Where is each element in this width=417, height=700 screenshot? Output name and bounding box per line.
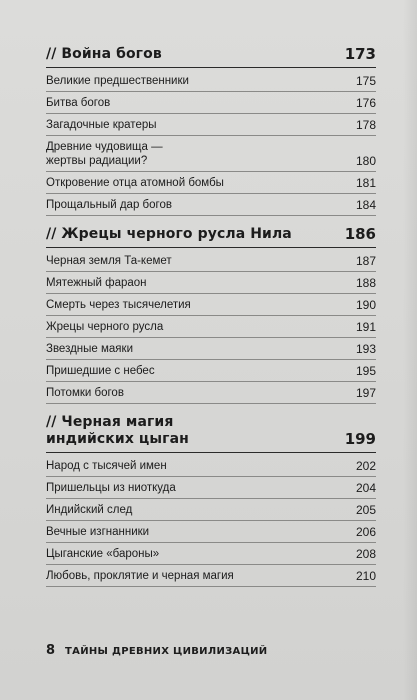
toc-entry: [46, 172, 376, 194]
toc-entry: [46, 543, 376, 565]
section-heading: [46, 414, 376, 453]
entry-page-number: 178: [355, 118, 376, 132]
toc-section: [46, 46, 376, 216]
running-head: ТАЙНЫ ДРЕВНИХ ЦИВИЛИЗАЦИЙ: [65, 646, 268, 657]
entry-title: Цыганские «бароны»: [46, 548, 160, 560]
section-page-number: 186: [344, 225, 376, 243]
toc-entry: [46, 477, 376, 499]
toc-entry: [46, 360, 376, 382]
section-title: // Война богов: [46, 46, 162, 62]
entry-title: Загадочные кратеры: [46, 119, 157, 131]
toc-section: [46, 414, 376, 587]
entry-page-number: 208: [355, 547, 376, 561]
entry-title: Мятежный фараон: [46, 277, 147, 289]
toc-entry: [46, 565, 376, 587]
page-footer: [46, 643, 267, 658]
entry-page-number: 175: [355, 74, 376, 88]
section-title: // Черная магия индийских цыган: [46, 414, 189, 447]
entry-title: Древние чудовища — жертвы радиации?: [46, 141, 163, 167]
entry-page-number: 210: [355, 569, 376, 583]
entry-page-number: 197: [355, 386, 376, 400]
entry-page-number: 193: [355, 342, 376, 356]
toc-entry: [46, 136, 376, 172]
entry-title: Вечные изгнанники: [46, 526, 150, 538]
section-page-number: 199: [344, 430, 376, 448]
toc-entry: [46, 70, 376, 92]
entry-page-number: 190: [355, 298, 376, 312]
entry-page-number: 181: [355, 176, 376, 190]
entry-title: Индийский след: [46, 504, 133, 516]
toc-entry: [46, 455, 376, 477]
entry-title: Жрецы черного русла: [46, 321, 164, 333]
section-title: // Жрецы черного русла Нила: [46, 226, 292, 242]
entry-title: Пришедшие с небес: [46, 365, 155, 377]
entry-title: Пришельцы из ниоткуда: [46, 482, 176, 494]
entry-page-number: 191: [355, 320, 376, 334]
toc-entry: [46, 294, 376, 316]
toc-entry: [46, 316, 376, 338]
entry-page-number: 204: [355, 481, 376, 495]
toc-entry: [46, 521, 376, 543]
toc-section: [46, 226, 376, 404]
toc-entry: [46, 250, 376, 272]
toc-entry: [46, 114, 376, 136]
entry-title: Народ с тысячей имен: [46, 460, 167, 472]
entry-title: Прощальный дар богов: [46, 199, 172, 211]
entry-page-number: 205: [355, 503, 376, 517]
entry-page-number: 184: [355, 198, 376, 212]
section-heading: [46, 226, 376, 248]
section-heading: [46, 46, 376, 68]
entry-page-number: 202: [355, 459, 376, 473]
entry-title: Потомки богов: [46, 387, 124, 399]
toc-entry: [46, 272, 376, 294]
entry-title: Звездные маяки: [46, 343, 133, 355]
entry-page-number: 176: [355, 96, 376, 110]
entry-title: Любовь, проклятие и черная магия: [46, 570, 234, 582]
toc-entry: [46, 92, 376, 114]
entry-page-number: 180: [355, 154, 376, 168]
entry-page-number: 206: [355, 525, 376, 539]
entry-page-number: 195: [355, 364, 376, 378]
page-edge-shadow: [403, 0, 417, 700]
toc-entry: [46, 382, 376, 404]
entry-page-number: 187: [355, 254, 376, 268]
entry-title: Смерть через тысячелетия: [46, 299, 191, 311]
entry-title: Битва богов: [46, 97, 111, 109]
toc-entry: [46, 194, 376, 216]
entry-title: Черная земля Та-кемет: [46, 255, 172, 267]
entry-title: Откровение отца атомной бомбы: [46, 177, 224, 189]
section-page-number: 173: [344, 45, 376, 63]
table-of-contents: [46, 46, 376, 597]
toc-entry: [46, 499, 376, 521]
page-number: 8: [46, 643, 56, 658]
entry-title: Великие предшественники: [46, 75, 189, 87]
toc-entry: [46, 338, 376, 360]
entry-page-number: 188: [355, 276, 376, 290]
